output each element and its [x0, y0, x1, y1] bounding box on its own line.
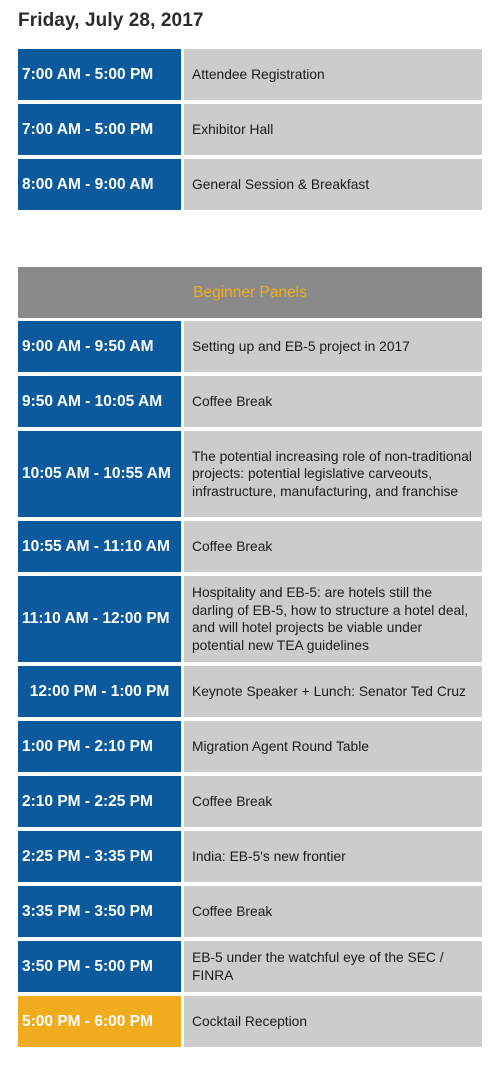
schedule-row	[18, 831, 482, 882]
event-cell: EB-5 under the watchful eye of the SEC / FINRA	[184, 941, 482, 992]
schedule-row	[18, 996, 482, 1047]
time-cell: 10:55 AM - 11:10 AM	[18, 521, 181, 572]
time-cell: 11:10 AM - 12:00 PM	[18, 576, 181, 662]
time-cell: 3:35 PM - 3:50 PM	[18, 886, 181, 937]
time-cell: 2:25 PM - 3:35 PM	[18, 831, 181, 882]
schedule-row	[18, 941, 482, 992]
event-cell: Migration Agent Round Table	[184, 721, 482, 772]
time-cell: 9:50 AM - 10:05 AM	[18, 376, 181, 427]
event-cell: India: EB-5's new frontier	[184, 831, 482, 882]
time-cell: 5:00 PM - 6:00 PM	[18, 996, 181, 1047]
event-cell: General Session & Breakfast	[184, 159, 482, 210]
event-cell: Coffee Break	[184, 521, 482, 572]
schedule-row	[18, 49, 482, 100]
time-cell: 10:05 AM - 10:55 AM	[18, 431, 181, 517]
event-cell: Coffee Break	[184, 886, 482, 937]
event-cell: Keynote Speaker + Lunch: Senator Ted Cruz	[184, 666, 482, 717]
time-cell: 2:10 PM - 2:25 PM	[18, 776, 181, 827]
schedule-row	[18, 521, 482, 572]
event-cell: Coffee Break	[184, 376, 482, 427]
time-cell: 1:00 PM - 2:10 PM	[18, 721, 181, 772]
event-cell: Cocktail Reception	[184, 996, 482, 1047]
time-cell: 3:50 PM - 5:00 PM	[18, 941, 181, 992]
event-cell: Coffee Break	[184, 776, 482, 827]
time-cell: 12:00 PM - 1:00 PM	[18, 666, 181, 717]
beginner-panels-schedule	[18, 267, 482, 1051]
event-cell: Exhibitor Hall	[184, 104, 482, 155]
schedule-row	[18, 576, 482, 662]
general-schedule	[18, 49, 482, 214]
time-cell: 9:00 AM - 9:50 AM	[18, 321, 181, 372]
time-cell: 7:00 AM - 5:00 PM	[18, 49, 181, 100]
event-cell: Attendee Registration	[184, 49, 482, 100]
event-cell: Hospitality and EB-5: are hotels still the darling of EB-5, how to structure a hotel deal, and will hotel projects be viable under potential new TEA guidelines	[184, 576, 482, 662]
schedule-row	[18, 376, 482, 427]
section-header: Beginner Panels	[18, 267, 482, 318]
schedule-row	[18, 104, 482, 155]
schedule-row	[18, 159, 482, 210]
event-cell: The potential increasing role of non-traditional projects: potential legislative carveouts, infrastructure, manufacturing, and franchise	[184, 431, 482, 517]
time-cell: 7:00 AM - 5:00 PM	[18, 104, 181, 155]
schedule-row	[18, 886, 482, 937]
time-cell: 8:00 AM - 9:00 AM	[18, 159, 181, 210]
schedule-row	[18, 666, 482, 717]
event-cell: Setting up and EB-5 project in 2017	[184, 321, 482, 372]
schedule-row	[18, 721, 482, 772]
schedule-row	[18, 321, 482, 372]
schedule-row	[18, 431, 482, 517]
schedule-row	[18, 776, 482, 827]
page-title: Friday, July 28, 2017	[18, 10, 204, 31]
